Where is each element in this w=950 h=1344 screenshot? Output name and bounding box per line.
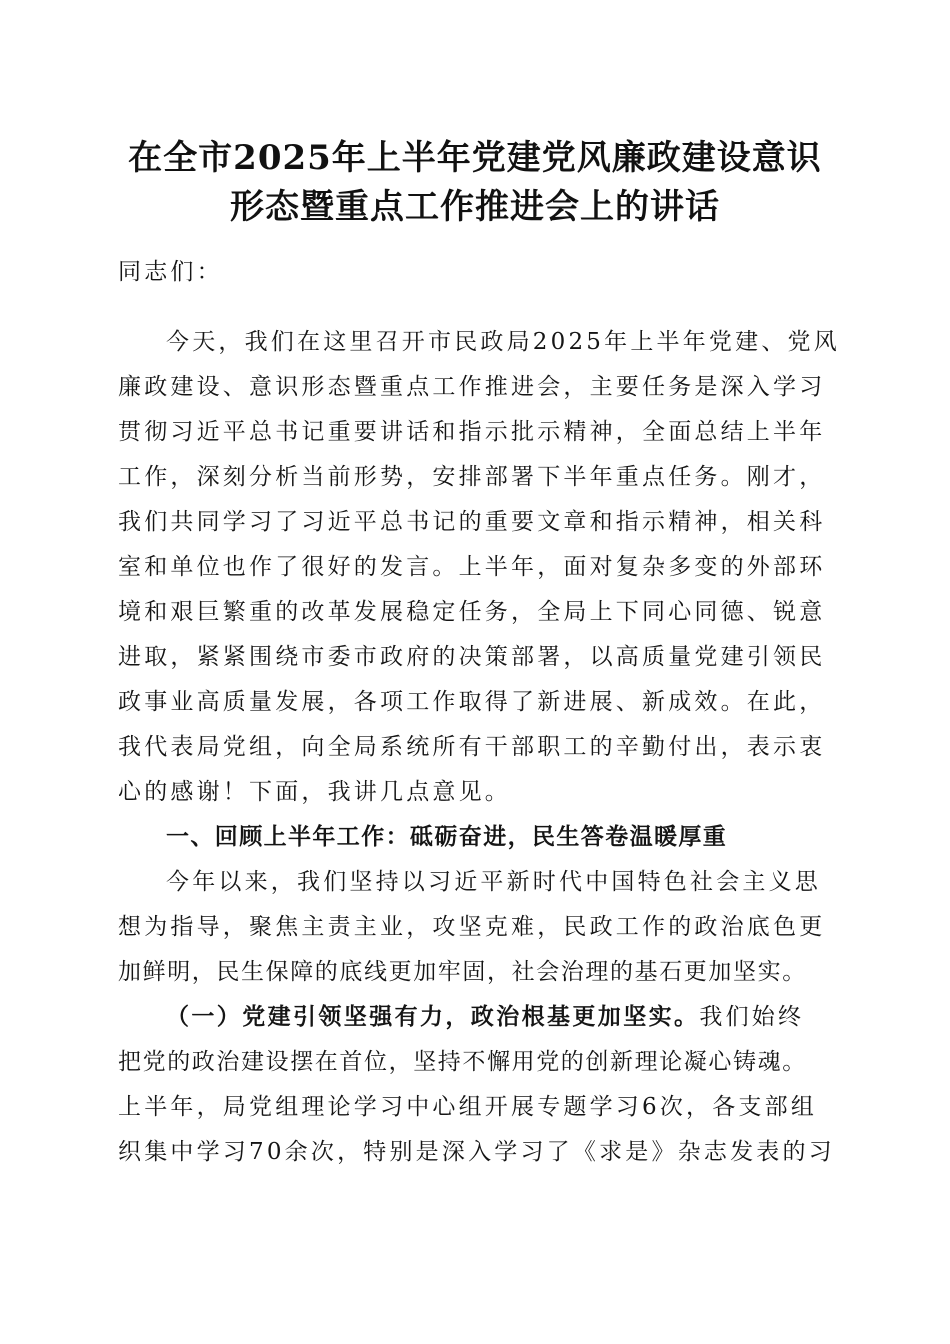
subsection-heading: （一）党建引领坚强有力，政治根基更加坚实。 [166, 1003, 700, 1030]
paragraph-line: 想为指导，聚焦主责主业，攻坚克难，民政工作的政治底色更 [118, 914, 826, 940]
paragraph-line: 织集中学习70余次，特别是深入学习了《求是》杂志发表的习 [118, 1139, 835, 1165]
paragraph-line: 今天，我们在这里召开市民政局2025年上半年党建、党风 [166, 329, 840, 355]
paragraph-line: 室和单位也作了很好的发言。上半年，面对复杂多变的外部环 [118, 554, 826, 580]
paragraph-line: 贯彻习近平总书记重要讲话和指示批示精神，全面总结上半年 [118, 419, 826, 445]
paragraph-line: 政事业高质量发展，各项工作取得了新进展、新成效。在此， [118, 689, 826, 715]
paragraph-line: 境和艰巨繁重的改革发展稳定任务，全局上下同心同德、锐意 [118, 599, 826, 625]
paragraph-line: 廉政建设、意识形态暨重点工作推进会，主要任务是深入学习 [118, 374, 826, 400]
document-title-line-1: 在全市2025年上半年党建党风廉政建设意识 [128, 138, 822, 178]
paragraph-line: 工作，深刻分析当前形势，安排部署下半年重点任务。刚才， [118, 464, 826, 490]
salutation: 同志们： [118, 259, 223, 285]
paragraph-text: 我们始终 [699, 1004, 805, 1030]
paragraph-line: 进取，紧紧围绕市委市政府的决策部署，以高质量党建引领民 [118, 644, 826, 670]
paragraph-line: 我们共同学习了习近平总书记的重要文章和指示精神，相关科 [118, 509, 826, 535]
section-heading: 一、回顾上半年工作：砥砺奋进，民生答卷温暖厚重 [166, 824, 728, 850]
paragraph-line-with-subheading [166, 994, 838, 1040]
paragraph-line: 今年以来，我们坚持以习近平新时代中国特色社会主义思 [166, 869, 821, 895]
paragraph-line: 加鲜明，民生保障的底线更加牢固，社会治理的基石更加坚实。 [118, 959, 807, 985]
document-title-line-2: 形态暨重点工作推进会上的讲话 [230, 187, 720, 227]
paragraph-line: 心的感谢！下面，我讲几点意见。 [118, 779, 511, 805]
paragraph-line: 上半年，局党组理论学习中心组开展专题学习6次，各支部组 [118, 1094, 818, 1120]
paragraph-line: 我代表局党组，向全局系统所有干部职工的辛勤付出，表示衷 [118, 734, 826, 760]
paragraph-line: 把党的政治建设摆在首位，坚持不懈用党的创新理论凝心铸魂。 [118, 1049, 807, 1075]
